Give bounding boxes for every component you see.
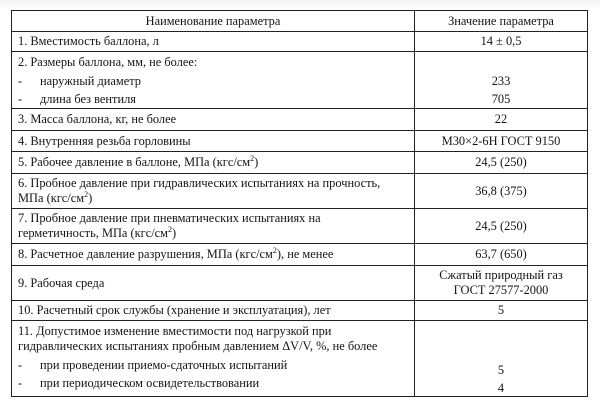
row-11-sub-acceptance: при проведении приемо-сдаточных испытаний (40, 358, 288, 372)
table-header-row (12, 11, 588, 32)
row-7-name-line-2: герметичность, МПа $(кгс/см^2)$ (18, 224, 177, 240)
row-2-name: 2. Размеры баллона, мм, не более: (18, 55, 198, 69)
row-3-name: 3. Масса баллона, кг, не более (18, 112, 177, 126)
row-6-value: 36,8 (375) (475, 183, 527, 198)
row-2-value-diameter: 233 (491, 74, 511, 88)
row-9-value-line-2: ГОСТ 27577-2000 (453, 283, 549, 297)
row-1-value: 14 ± 0,5 (480, 34, 522, 48)
row-11-name-line-2: гидравлических испытаниях пробным давлением ΔV/V, %, не более (18, 339, 378, 353)
scan-edge (0, 0, 600, 10)
row-7-value: 24,5 (250) (475, 218, 527, 233)
row-3-value: 22 (494, 112, 508, 126)
row-7-name-line-1: 7. Пробное давление при пневматических испытаниях на (18, 211, 321, 225)
table-row (12, 152, 588, 174)
row-11-sub-periodic: при периодическом освидетельствовании (40, 376, 260, 390)
table-row (12, 209, 588, 244)
row-6-name-line-2: МПа $(кгс/см^2)$ (18, 189, 93, 205)
table-row (12, 301, 588, 321)
row-5-name: 5. Рабочее давление в баллоне, МПа $(кгс/см^2)$ (18, 153, 259, 169)
table-row (12, 174, 588, 209)
table-row (12, 244, 588, 266)
header-parameter-name: Наименование параметра (12, 11, 415, 32)
row-9-name: 9. Рабочая среда (18, 275, 105, 290)
row-10-value: 5 (497, 303, 505, 317)
header-parameter-value: Значение параметра (415, 11, 588, 32)
row-2-dash-2: - (18, 92, 23, 106)
table-row (12, 131, 588, 152)
row-4-value: М30×2-6Н ГОСТ 9150 (441, 133, 561, 148)
row-6-name-line-1: 6. Пробное давление при гидравлических испытаниях на прочность, (18, 176, 381, 190)
row-2-value-length: 705 (491, 92, 511, 106)
row-8-value: 63,7 (650) (475, 247, 527, 261)
row-2-sub-length: длина без вентиля (40, 92, 136, 106)
table-row (12, 52, 588, 109)
row-1-name: 1. Вместимость баллона, л (18, 34, 159, 48)
row-11-value-periodic: 4 (497, 381, 505, 395)
row-5-value: 24,5 (250) (475, 155, 527, 169)
table-row (12, 266, 588, 301)
row-11-dash-1: - (18, 358, 23, 372)
row-2-dash-1: - (18, 74, 23, 88)
row-4-name: 4. Внутренняя резьба горловины (18, 133, 191, 148)
row-2-sub-outer-diameter: наружный диаметр (40, 74, 141, 88)
row-11-name-line-1: 11. Допустимое изменение вместимости под нагрузкой при (18, 324, 332, 338)
table-row (12, 109, 588, 131)
row-9-value-line-1: Сжатый природный газ (439, 268, 563, 282)
row-10-name: 10. Расчетный срок службы (хранение и эксплуатация), лет (18, 303, 331, 317)
table-row (12, 32, 588, 52)
parameters-table (11, 10, 588, 397)
row-8-name: 8. Расчетное давление разрушения, МПа $(кгс/см^2)$, не менее (18, 245, 334, 261)
row-11-value-acceptance: 5 (497, 363, 505, 377)
table-row (12, 321, 588, 397)
row-11-dash-2: - (18, 376, 23, 390)
